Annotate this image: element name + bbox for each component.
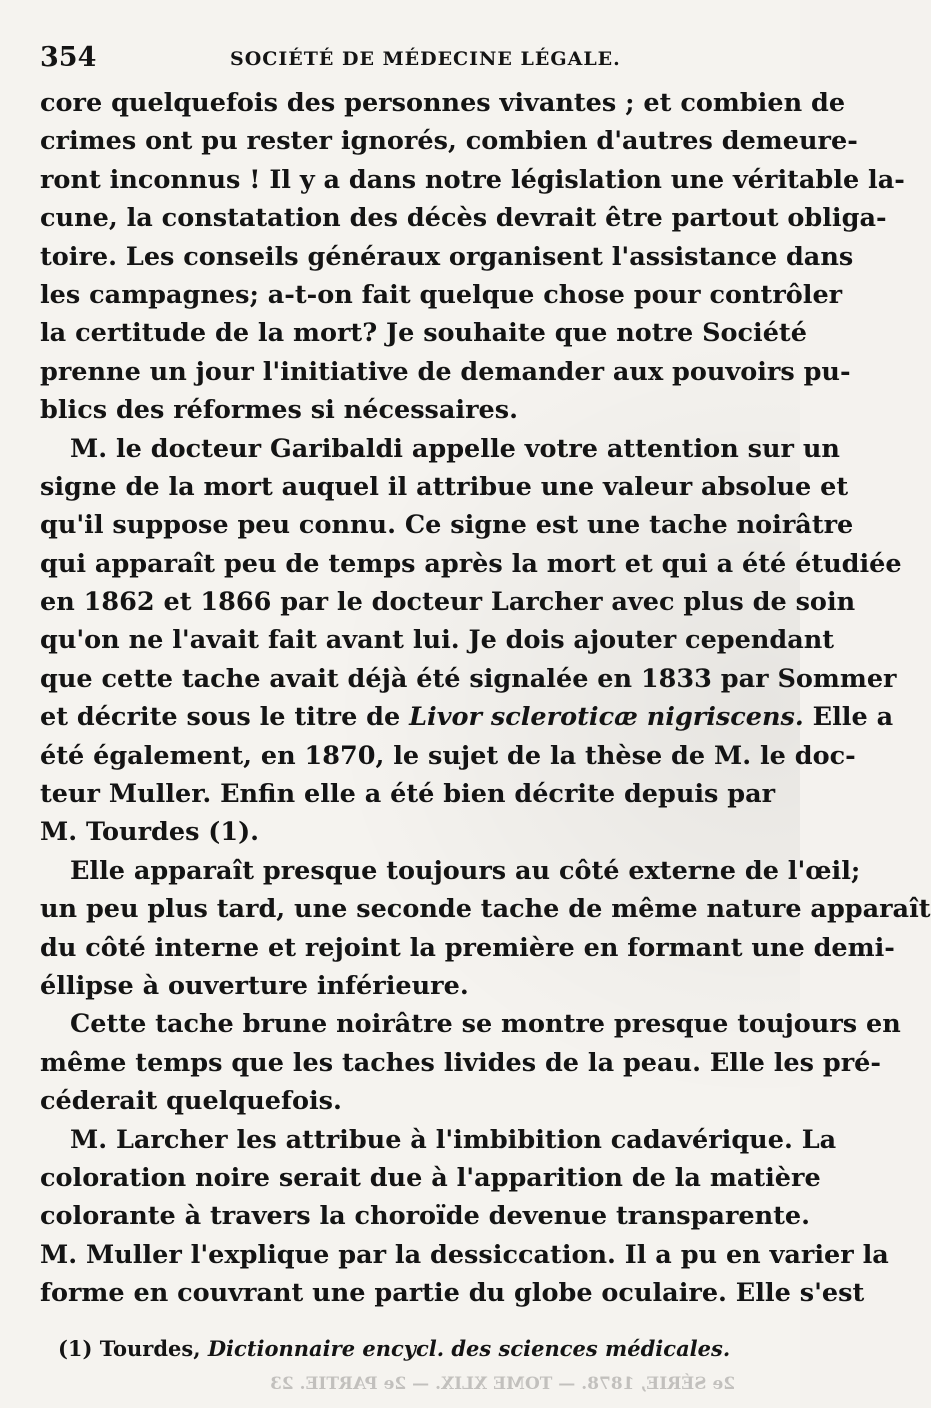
text-line: M. le docteur Garibaldi appelle votre attention sur un bbox=[70, 433, 840, 464]
text-line: ront inconnus ! Il y a dans notre législation une véritable la- bbox=[40, 164, 905, 195]
text-line: signe de la mort auquel il attribue une valeur absolue et bbox=[40, 471, 849, 502]
text-line: teur Muller. Enfin elle a été bien décrite depuis par bbox=[40, 779, 776, 810]
footnote bbox=[58, 1336, 730, 1361]
text-line: Cette tache brune noirâtre se montre presque toujours en bbox=[70, 1009, 901, 1040]
page-header bbox=[40, 38, 780, 78]
page-number: 354 bbox=[40, 42, 97, 73]
text-segment: et décrite sous le titre de bbox=[40, 702, 410, 733]
text-line: crimes ont pu rester ignorés, combien d'autres demeure- bbox=[40, 126, 858, 157]
bleed-through-text: 2e SÉRIE, 1878. — TOME XLIX. — 2e PARTIE. 23 bbox=[270, 1374, 736, 1394]
latin-term: Livor scleroticæ nigriscens. bbox=[409, 702, 804, 733]
text-line: céderait quelquefois. bbox=[40, 1086, 342, 1117]
text-line bbox=[40, 698, 894, 736]
footnote-author: Tourdes, bbox=[99, 1336, 201, 1361]
text-line: un peu plus tard, une seconde tache de même nature apparaît bbox=[40, 894, 931, 925]
text-line: toire. Les conseils généraux organisent l'assistance dans bbox=[40, 241, 854, 272]
text-line: Elle apparaît presque toujours au côté externe de l'œil; bbox=[70, 855, 861, 886]
text-line: qu'on ne l'avait fait avant lui. Je dois ajouter cependant bbox=[40, 625, 835, 656]
text-line: que cette tache avait déjà été signalée en 1833 par Sommer bbox=[40, 663, 897, 694]
text-line: blics des réformes si nécessaires. bbox=[40, 395, 519, 426]
running-head: SOCIÉTÉ DE MÉDECINE LÉGALE. bbox=[230, 48, 621, 70]
text-line: qu'il suppose peu connu. Ce signe est une tache noirâtre bbox=[40, 510, 854, 541]
text-line: M. Larcher les attribue à l'imbibition cadavérique. La bbox=[70, 1124, 837, 1155]
footnote-marker: (1) bbox=[58, 1336, 93, 1361]
text-line: forme en couvrant une partie du globe oculaire. Elle s'est bbox=[40, 1278, 865, 1309]
text-line: été également, en 1870, le sujet de la thèse de M. le doc- bbox=[40, 740, 856, 771]
text-line: en 1862 et 1866 par le docteur Larcher avec plus de soin bbox=[40, 587, 856, 618]
text-segment: Elle a bbox=[803, 702, 894, 733]
text-line: M. Muller l'explique par la dessiccation. Il a pu en varier la bbox=[40, 1239, 889, 1270]
text-line: les campagnes; a-t-on fait quelque chose pour contrôler bbox=[40, 279, 843, 310]
text-line: prenne un jour l'initiative de demander aux pouvoirs pu- bbox=[40, 356, 851, 387]
text-line: du côté interne et rejoint la première en formant une demi- bbox=[40, 932, 895, 963]
text-line: qui apparaît peu de temps après la mort et qui a été étudiée bbox=[40, 548, 902, 579]
text-line: M. Tourdes (1). bbox=[40, 817, 260, 848]
text-line: cune, la constatation des décès devrait être partout obliga- bbox=[40, 203, 887, 234]
text-line: éllipse à ouverture inférieure. bbox=[40, 970, 469, 1001]
text-line: colorante à travers la choroïde devenue transparente. bbox=[40, 1201, 811, 1232]
text-line: la certitude de la mort? Je souhaite que notre Société bbox=[40, 318, 807, 349]
body-text bbox=[40, 84, 931, 1313]
footnote-title: Dictionnaire encycl. des sciences médicales. bbox=[207, 1336, 731, 1361]
text-line: même temps que les taches livides de la peau. Elle les pré- bbox=[40, 1047, 881, 1078]
text-line: core quelquefois des personnes vivantes ; et combien de bbox=[40, 88, 846, 118]
text-line: coloration noire serait due à l'apparition de la matière bbox=[40, 1162, 821, 1193]
